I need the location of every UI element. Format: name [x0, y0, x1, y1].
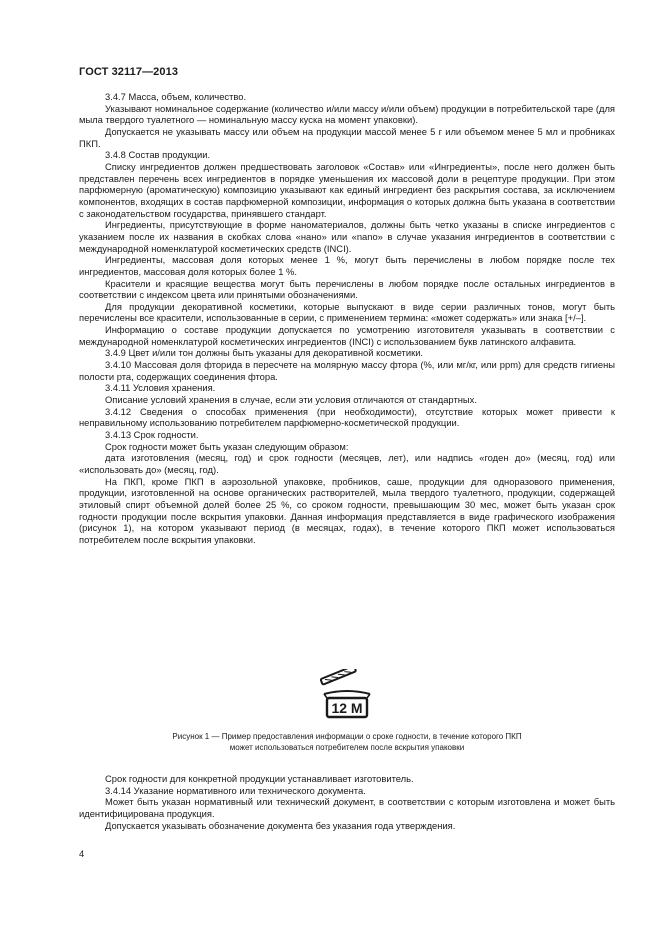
paragraph: 3.4.11 Условия хранения. — [105, 382, 216, 394]
body-text — [79, 91, 615, 546]
figure-caption — [79, 732, 615, 753]
paragraph: На ПКП, кроме ПКП в аэрозольной упаковке, пробников, саше, продукции для одноразового применения, продукции, изготовленной на основе органических растворителей, мыла твердого туалетного, продукции, содержащей этиловый спирт объемной долей более 25 %, со сроком годности, превышающим 30 мес, может быть указан срок годности продукции после вскрытия упаковки. Данная информация представляется в виде графического изображения (рисунок 1), на котором указывают период (в месяцах, годах), в течение которого ПКП может использоваться потребителем после вскрытия упаковки. — [79, 475, 615, 545]
paragraph: Информацию о составе продукции допускается по усмотрению изготовителя указывать в соответствии с международной номенклатурой косметических ингредиентов (INCI) с использованием букв латинского алфавита. — [79, 324, 615, 347]
paragraph: 3.4.9 Цвет и/или тон должны быть указаны для декоративной косметики. — [105, 347, 424, 359]
caption-line: может использоваться потребителем после вскрытия упаковки — [229, 742, 465, 752]
paragraph: Красители и красящие вещества могут быть перечислены в любом порядке после остальных ингредиентов в соответствии с индексом цвета или принятыми обозначениями. — [79, 277, 615, 301]
paragraph: Ингредиенты, массовая доля которых менее 1 %, могут быть перечислены в любом порядке после тех ингредиентов, массовая доля которых более 1 %. — [79, 254, 615, 277]
document-header: ГОСТ 32117—2013 — [79, 66, 179, 78]
paragraph: Для продукции декоративной косметики, которые выпускают в виде серии различных тонов, могут быть перечислены все красители, использованные в серии, с применением термина: «может содержать» или знака [+/–]. — [79, 300, 615, 324]
paragraph: 3.4.7 Масса, объем, количество. — [105, 91, 247, 102]
open-jar-icon — [318, 669, 376, 719]
paragraph: 3.4.8 Состав продукции. — [105, 149, 211, 161]
paragraph: 3.4.14 Указание нормативного или технического документа. — [105, 784, 366, 796]
paragraph: 3.4.13 Срок годности. — [105, 429, 199, 441]
paragraph: Допускается указывать обозначение документа без указания года утверждения. — [105, 819, 456, 831]
paragraph: Срок годности для конкретной продукции устанавливает изготовитель. — [105, 773, 414, 784]
paragraph: Может быть указан нормативный или технический документ, в соответствии с которым изготовлена и может быть идентифицирована продукция. — [79, 796, 615, 819]
caption-line: Рисунок 1 — Пример предоставления информации о сроке годности, в течение которого ПКП — [172, 732, 522, 741]
paragraph: Срок годности может быть указан следующим образом: — [105, 440, 349, 452]
page-number: 4 — [79, 848, 85, 859]
body-text-after-figure — [79, 773, 615, 831]
paragraph: 3.4.10 Массовая доля фторида в пересчете на молярную массу фтора (%, или мг/кг, или ppm) для средств гигиены полости рта, содержащих соединения фтора. — [79, 359, 615, 382]
paragraph: Ингредиенты, присутствующие в форме наноматериалов, должны быть четко указаны в списке ингредиентов с указанием после их названия в скобках слова «нано» или «nano» в случае указания ингредиентов в соответствии с международной номенклатурой косметических средств (INCI). — [79, 219, 615, 254]
paragraph: Описание условий хранения в случае, если эти условия отличаются от стандартных. — [105, 394, 477, 406]
paragraph: 3.4.12 Сведения о способах применения (при необходимости), отсутствие которых может привести к неправильному использованию потребителем парфюмерно-косметической продукции. — [79, 405, 615, 429]
paragraph: Списку ингредиентов должен предшествовать заголовок «Состав» или «Ингредиенты», после него должен быть представлен перечень всех ингредиентов в порядке уменьшения их массовой доли в рецептуре продукции. При этом парфюмерную (ароматическую) композицию указывают как единый ингредиент без раскрытия состава, за исключением компонентов, входящих в состав парфюмерной композиции, информация о которых должна быть указана в соответствии с законодательством государства, принявшего стандарт. — [79, 160, 615, 219]
paragraph: Указывают номинальное содержание (количество и/или массу и/или объем) продукции в потребительской таре (для мыла твердого туалетного — номинальную массу куска на момент упаковки). — [79, 102, 615, 126]
paragraph: дата изготовления (месяц, год) и срок годности (месяцев, лет), или надпись «годен до» (месяц, год) или «использовать до» (месяц, год). — [79, 452, 615, 475]
pao-label: 12 M — [331, 700, 363, 716]
figure-1 — [79, 669, 615, 753]
paragraph: Допускается не указывать массу или объем на продукции массой менее 5 г или объемом менее 5 мл и пробниках ПКП. — [79, 125, 615, 149]
